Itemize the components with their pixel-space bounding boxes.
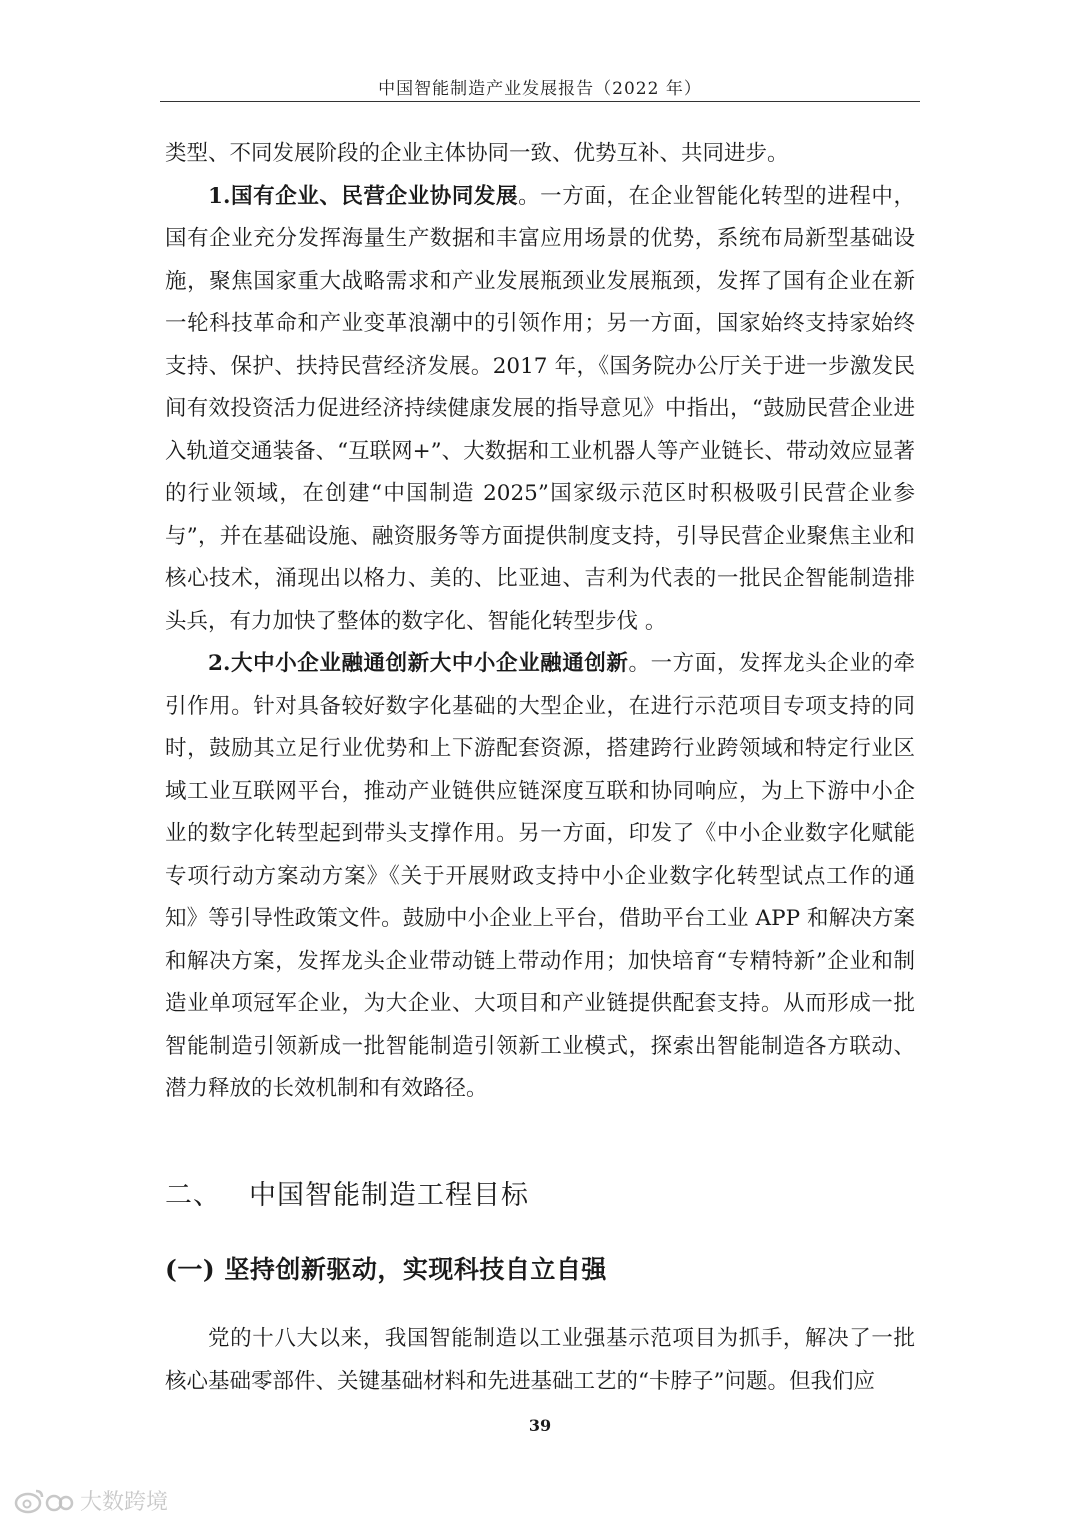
body-text-block [165,133,915,1111]
paragraph-innovation-driven: 党的十八大以来，我国智能制造以工业强基示范项目为抓手，解决了一批核心基础零部件、关键基础材料和先进基础工艺的“卡脖子”问题。但我们应 [165,1326,915,1394]
paragraph-lead-sme-innovation: 2.大中小企业融通创新大中小企业融通创新 [208,651,629,676]
running-header: 中国智能制造产业发展报告（2022 年） [378,79,702,99]
paragraph-soe-private [165,176,915,644]
paragraph-body-soe-private: 。一方面，在企业智能化转型的进程中，国有企业充分发挥海量生产数据和丰富应用场景的优势，系统布局新型基础设施，聚焦国家重大战略需求和产业发展瓶颈业发展瓶颈，发挥了国有企业在新一轮科技革命和产业变革浪潮中的引领作用；另一方面，国家始终支持家始终支持、保护、扶持民营经济发展。2017 年，《国务院办公厅关于进一步激发民间有效投资活力促进经济持续健康发展的指导意见》中指出，“鼓励民营企业进入轨道交通装备、“互联网+”、大数据和工业机器人等产业链长、带动效应显著的行业领域，在创建“中国制造 2025”国家级示范区时积极吸引民营企业参与”，并在基础设施、融资服务等方面提供制度支持，引导民营企业聚焦主业和核心技术，涌现出以格力、美的、比亚迪、吉利为代表的一批民企智能制造排头兵，有力加快了整体的数字化、智能化转型步伐 。 [165,183,915,634]
body-text-block-final [165,1318,915,1403]
paragraph-continuation: 类型、不同发展阶段的企业主体协同一致、优势互补、共同进步。 [165,141,789,166]
section-number: 二、 [165,1180,221,1211]
section-title: 中国智能制造工程目标 [249,1180,529,1211]
paragraph-body-sme-innovation: 。一方面，发挥龙头企业的牵引作用。针对具备较好数字化基础的大型企业，在进行示范项目专项支持的同时，鼓励其立足行业优势和上下游配套资源，搭建跨行业跨领域和特定行业区域工业互联网平台，推动产业链供应链深度互联和协同响应，为上下游中小企业的数字化转型起到带头支撑作用。另一方面，印发了《中小企业数字化赋能专项行动方案动方案》《关于开展财政支持中小企业数字化转型试点工作的通知》等引导性政策文件。鼓励中小企业上平台，借助平台工业 APP 和解决方案和解决方案，发挥龙头企业带动链上带动作用；加快培育“专精特新”企业和制造业单项冠军企业，为大企业、大项目和产业链提供配套支持。从而形成一批智能制造引领新成一批智能制造引领新工业模式，探索出智能制造各方联动、潜力释放的长效机制和有效路径。 [165,651,915,1101]
paragraph-sme-innovation [165,643,915,1111]
watermark [12,1485,168,1516]
subsection-heading: (一) 坚持创新驱动，实现科技自立自强 [165,1255,607,1284]
section-heading [165,1176,529,1216]
weibo-logo-icon [12,1486,74,1516]
page-number: 39 [528,1416,552,1435]
paragraph-lead-soe-private: 1.国有企业、民营企业协同发展 [208,183,519,209]
header-divider [160,101,920,102]
watermark-text: 大数跨境 [80,1490,169,1515]
